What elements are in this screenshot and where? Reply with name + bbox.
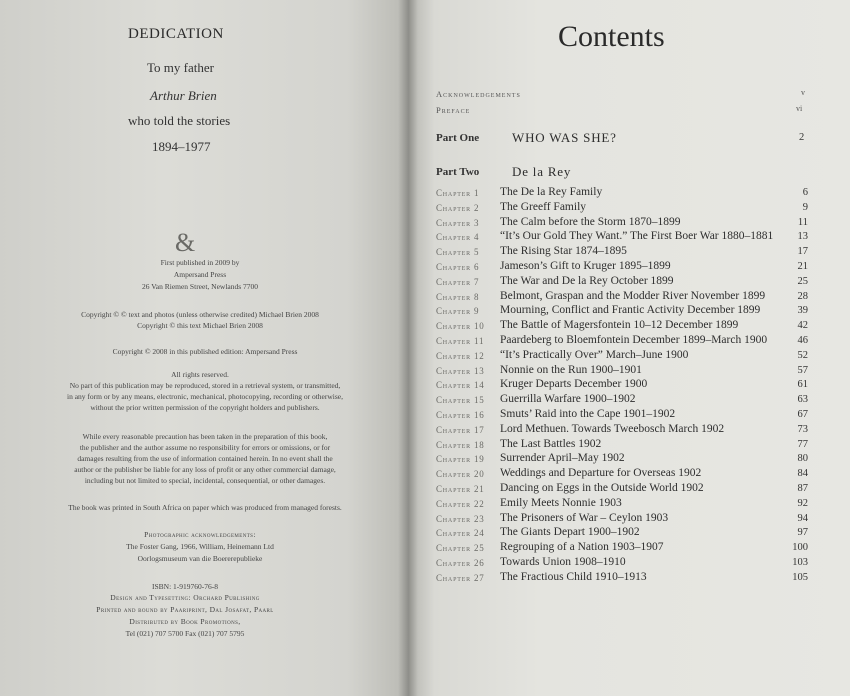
chapter-page: 11	[797, 216, 808, 228]
chapter-page: 73	[797, 423, 808, 435]
toc-row	[436, 245, 808, 260]
chapter-number: Chapter 6	[436, 262, 480, 272]
part-page: 2	[799, 132, 805, 143]
toc-row	[436, 349, 808, 364]
toc-row	[436, 186, 808, 201]
toc-row	[436, 526, 808, 541]
toc-row	[436, 216, 808, 231]
publication-line: Copyright © 2008 in this published edition: Ampersand Press	[112, 347, 298, 356]
chapter-number: Chapter 14	[436, 380, 485, 391]
chapter-number: Chapter 17	[436, 424, 485, 435]
chapter-title: The Prisoners of War – Ceylon 1903	[500, 511, 669, 524]
chapter-number: Chapter 24	[436, 528, 485, 539]
chapter-page: 92	[797, 497, 808, 509]
toc-row	[436, 423, 808, 438]
toc-row	[436, 497, 808, 512]
chapter-title: Jameson’s Gift to Kruger 1895–1899	[500, 260, 671, 272]
publication-line: Tel (021) 707 5700 Fax (021) 707 5795	[125, 629, 245, 638]
chapter-page: 63	[797, 394, 808, 406]
left-page	[0, 0, 408, 696]
contents-title: Contents	[558, 20, 665, 53]
part-title: De la Rey	[512, 164, 572, 179]
chapter-title: The Greeff Family	[500, 200, 587, 213]
publication-line: First published in 2009 by	[160, 258, 240, 267]
chapter-number: Chapter 7	[436, 276, 480, 287]
chapter-title: Weddings and Departure for Overseas 1902	[500, 467, 702, 480]
chapter-title: Belmont, Graspan and the Modder River November 1899	[500, 289, 766, 302]
toc-row	[436, 571, 808, 586]
dedication-line: 1894–1977	[152, 139, 211, 154]
front-matter-label: Preface	[436, 105, 471, 115]
publication-line: Copyright © this text Michael Brien 2008	[137, 321, 263, 330]
chapter-title: Emily Meets Nonnie 1903	[500, 496, 622, 509]
chapter-title: Nonnie on the Run 1900–1901	[500, 363, 642, 376]
chapter-number: Chapter 2	[436, 202, 480, 213]
toc-row	[436, 290, 808, 305]
publication-line: All rights reserved.	[171, 370, 229, 379]
chapter-page: 61	[797, 379, 808, 391]
dedication-line: who told the stories	[128, 113, 231, 128]
publication-line: Copyright © © text and photos (unless otherwise credited) Michael Brien 2008	[81, 310, 319, 319]
toc-row	[436, 556, 808, 571]
toc-row	[436, 438, 808, 453]
front-matter-label: Acknowledgements	[436, 89, 521, 99]
chapter-title: Dancing on Eggs in the Outside World 1902	[500, 482, 704, 494]
part-label: Part Two	[436, 166, 480, 178]
chapter-page: 87	[797, 483, 808, 494]
front-matter-page: vi	[796, 104, 803, 113]
chapter-number: Chapter 12	[436, 350, 485, 361]
dedication-heading: DEDICATION	[128, 26, 224, 42]
publication-line: ISBN: 1-919760-76-8	[151, 582, 219, 591]
chapter-page: 46	[797, 335, 808, 346]
publication-line: without the prior written permission of the copyright holders and publishers.	[90, 403, 320, 412]
chapter-page: 103	[792, 557, 808, 568]
publication-line: Printed and bound by Paariprint, Dal Josafat, Paarl	[96, 605, 274, 614]
part-label: Part One	[436, 132, 480, 144]
publication-line: The book was printed in South Africa on paper which was produced from managed forests.	[68, 503, 342, 512]
toc-row	[436, 452, 808, 467]
dedication-line: To my father	[147, 60, 214, 75]
chapter-number: Chapter 10	[436, 321, 485, 332]
toc-row	[436, 467, 808, 482]
publication-line: author or the publisher be liable for any loss of profit or any other commercial damage,	[74, 465, 336, 474]
chapter-title: Towards Union 1908–1910	[500, 556, 626, 568]
chapter-number: Chapter 9	[436, 306, 480, 317]
chapter-page: 97	[797, 527, 808, 539]
publication-line: Distributed by Book Promotions,	[129, 617, 241, 626]
chapter-number: Chapter 25	[436, 543, 485, 554]
chapter-number: Chapter 18	[436, 439, 485, 450]
publication-line: including but not limited to special, incidental, consequential, or other damages.	[84, 476, 326, 485]
chapter-number: Chapter 13	[436, 365, 485, 376]
chapter-number: Chapter 19	[436, 454, 485, 465]
chapter-title: Lord Methuen. Towards Tweebosch March 1902	[500, 422, 725, 435]
publication-line: Oorlogsmuseum van die Boererepublieke	[137, 554, 263, 563]
chapter-page: 100	[792, 542, 808, 554]
ampersand-logo: &	[175, 228, 196, 257]
chapter-page: 17	[797, 246, 808, 258]
chapter-page: 42	[797, 320, 808, 332]
toc-row	[436, 260, 808, 275]
toc-row	[436, 541, 808, 556]
chapter-title: Guerrilla Warfare 1900–1902	[500, 393, 636, 406]
chapter-number: Chapter 21	[436, 484, 485, 494]
toc-row	[436, 512, 808, 527]
chapter-page: 25	[797, 275, 808, 287]
chapter-page: 67	[797, 409, 808, 420]
chapter-title: The Battle of Magersfontein 10–12 December 1899	[500, 319, 739, 332]
publication-line: the publisher and the author assume no responsibility for errors or omissions, or for	[79, 443, 331, 452]
chapter-title: The De la Rey Family	[500, 186, 603, 198]
chapter-page: 57	[797, 364, 808, 376]
chapter-number: Chapter 8	[436, 291, 480, 302]
chapter-page: 6	[802, 187, 808, 198]
chapter-number: Chapter 3	[436, 217, 480, 228]
chapter-number: Chapter 22	[436, 498, 485, 509]
chapter-number: Chapter 16	[436, 410, 485, 420]
chapter-number: Chapter 5	[436, 247, 480, 258]
chapter-page: 80	[797, 453, 808, 465]
part-title: WHO WAS SHE?	[512, 130, 617, 145]
chapter-page: 52	[797, 349, 808, 361]
publication-line: Design and Typesetting: Orchard Publishing	[110, 593, 260, 602]
chapter-title: Paardeberg to Bloemfontein December 1899–March 1900	[500, 334, 768, 346]
toc-row	[436, 334, 808, 349]
publication-line: damages resulting from the use of information contained herein. In no event shall the	[77, 454, 333, 463]
chapter-number: Chapter 1	[436, 188, 480, 198]
publication-line: in any form or by any means, electronic, mechanical, photocopying, recording or otherwise,	[67, 392, 343, 401]
chapter-page: 21	[797, 261, 808, 272]
chapter-title: “It’s Practically Over” March–June 1900	[500, 348, 689, 361]
chapter-title: Mourning, Conflict and Frantic Activity December 1899	[500, 304, 761, 317]
chapter-title: Kruger Departs December 1900	[500, 378, 648, 391]
toc-row	[436, 393, 808, 408]
front-matter-page: v	[801, 88, 805, 97]
toc-row	[436, 304, 808, 319]
toc-row	[436, 230, 808, 245]
chapter-page: 13	[797, 231, 808, 243]
publication-line: 26 Van Riemen Street, Newlands 7700	[141, 282, 259, 291]
chapter-title: The Calm before the Storm 1870–1899	[500, 215, 681, 228]
chapter-title: The Fractious Child 1910–1913	[500, 570, 647, 583]
publication-line: While every reasonable precaution has been taken in the preparation of this book,	[82, 432, 328, 441]
chapter-title: The Last Battles 1902	[500, 437, 602, 450]
chapter-title: Smuts’ Raid into the Cape 1901–1902	[500, 408, 676, 420]
chapter-page: 28	[797, 290, 808, 302]
toc-row	[436, 378, 808, 393]
toc-row	[436, 275, 808, 290]
chapter-title: The War and De la Rey October 1899	[500, 274, 674, 287]
chapter-title: The Rising Star 1874–1895	[500, 245, 627, 258]
chapter-title: “It’s Our Gold They Want.” The First Boer War 1880–1881	[500, 230, 774, 243]
chapter-title: Regrouping of a Nation 1903–1907	[500, 541, 664, 554]
chapter-number: Chapter 27	[436, 572, 485, 583]
chapter-number: Chapter 15	[436, 395, 485, 406]
chapter-page: 39	[797, 305, 808, 317]
toc-row	[436, 319, 808, 334]
toc-row	[436, 201, 808, 216]
chapter-page: 9	[802, 201, 808, 213]
chapter-page: 94	[797, 512, 808, 524]
chapter-page: 77	[797, 438, 808, 450]
publication-line: No part of this publication may be reproduced, stored in a retrieval system, or transmitted,	[69, 381, 341, 390]
publication-line: The Foster Gang, 1966, William, Heinemann Ltd	[126, 542, 274, 551]
toc-row	[436, 364, 808, 379]
chapter-number: Chapter 4	[436, 232, 480, 243]
toc-row	[436, 408, 808, 423]
chapter-title: Surrender April–May 1902	[500, 452, 625, 465]
chapter-title: The Giants Depart 1900–1902	[500, 526, 640, 539]
chapter-page: 84	[797, 468, 808, 480]
chapter-page: 105	[792, 571, 808, 583]
chapter-number: Chapter 26	[436, 558, 485, 568]
chapter-number: Chapter 20	[436, 469, 485, 480]
dedication-line: Arthur Brien	[150, 88, 217, 103]
publication-line: Photographic acknowledgements:	[144, 530, 256, 539]
toc-row	[436, 482, 808, 497]
book-gutter	[398, 0, 418, 696]
publication-line: Ampersand Press	[173, 270, 227, 279]
chapter-number: Chapter 23	[436, 513, 485, 524]
chapter-number: Chapter 11	[436, 336, 485, 346]
